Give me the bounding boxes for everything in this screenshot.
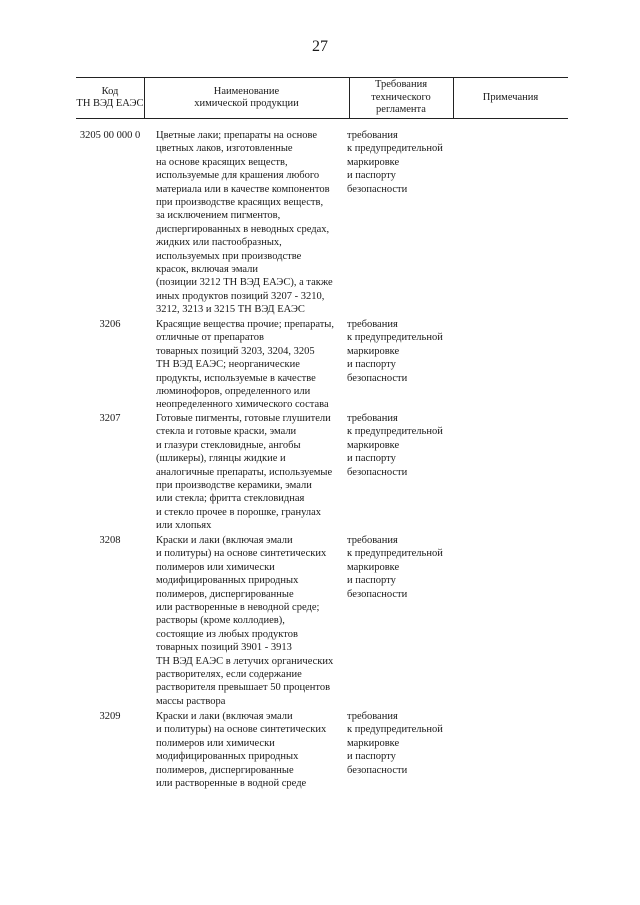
row-requirements: требования к предупредительной маркировке и паспорту безопасности — [347, 711, 443, 776]
row-name: Краски и лаки (включая эмали и политуры) на основе синтетических полимеров или химически модифицированных природных полимеров, диспергированные или растворенные в водной среде — [156, 711, 327, 790]
row-code: 3206 — [99, 319, 121, 330]
header-name: Наименование химической продукции — [194, 85, 299, 109]
row-name: Красящие вещества прочие; препараты, отличные от препаратов товарных позиций 3203, 3204, 3205 ТН ВЭД ЕАЭС; неорганические продукты, используемые в качестве люминофоров, определенного или неопределенного химического состава — [156, 319, 334, 411]
row-code: 3205 00 000 0 — [79, 130, 141, 141]
page-number: 27 — [312, 38, 328, 55]
header-code: Код ТН ВЭД ЕАЭС — [76, 85, 144, 109]
row-name: Готовые пигменты, готовые глушители стекла и готовые краски, эмали и глазури стекловидные, ангобы (шликеры), глянцы жидкие и аналогичные препараты, используемые при производстве керамики, эмали или стекла; фритта стекловидная и стекло прочее в порошке, гранулах или хлопьях — [156, 413, 333, 532]
row-code: 3207 — [99, 413, 121, 424]
row-code: 3208 — [99, 535, 121, 546]
row-requirements: требования к предупредительной маркировке и паспорту безопасности — [347, 535, 443, 600]
row-name: Краски и лаки (включая эмали и политуры) на основе синтетических полимеров или химически модифицированных природных полимеров, диспергированные или растворенные в неводной среде; растворы (кроме коллодиев), состоящие из любых продуктов товарных позиций 3901 - 3913 ТН ВЭД ЕАЭС в летучих органических растворителях, если содержание растворителя превышает 50 процентов массы раствора — [156, 535, 334, 707]
row-name: Цветные лаки; препараты на основе цветных лаков, изготовленные на основе красящих веществ, используемые для крашения любого материала или в качестве компонентов при производстве красящих веществ, за исключением пигментов, диспергированных в неводных средах, жидких или пастообразных, используемых при производстве красок, включая эмали (позиции 3212 ТН ВЭД ЕАЭС), а также иных продуктов позиций 3207 - 3210, 3212, 3213 и 3215 ТН ВЭД ЕАЭС — [156, 130, 333, 316]
header-requirements: Требования технического регламента — [371, 79, 431, 116]
header-notes: Примечания — [482, 91, 539, 103]
row-requirements: требования к предупредительной маркировке и паспорту безопасности — [347, 130, 443, 195]
table-header — [76, 77, 568, 119]
row-code: 3209 — [99, 711, 121, 722]
row-requirements: требования к предупредительной маркировке и паспорту безопасности — [347, 319, 443, 384]
row-requirements: требования к предупредительной маркировке и паспорту безопасности — [347, 413, 443, 478]
